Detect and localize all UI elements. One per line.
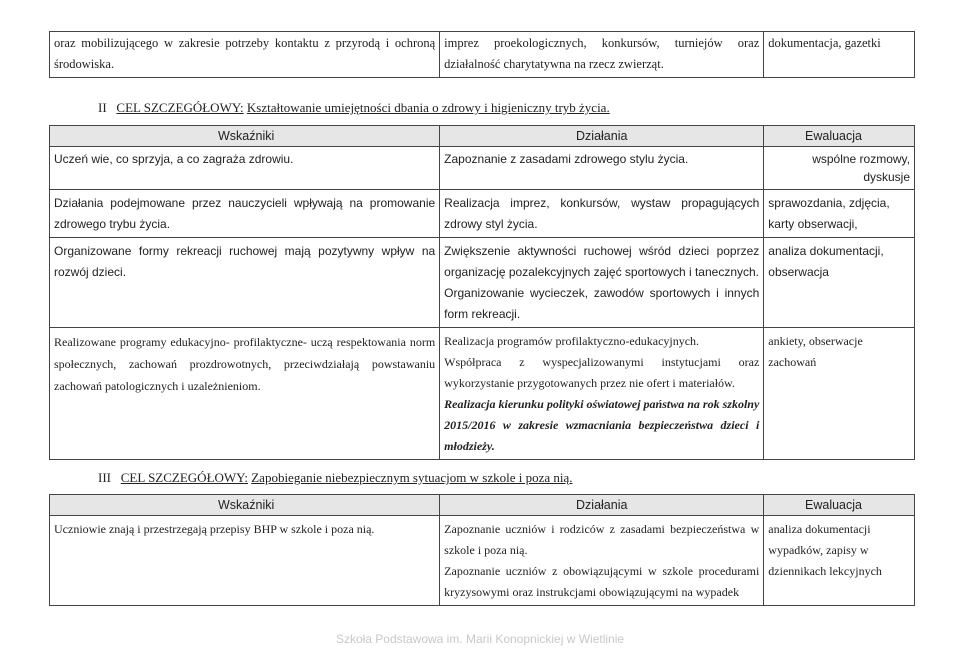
top-col1-line2: środowiska. <box>54 57 115 71</box>
top-col1-line1: oraz mobilizującego w zakresie potrzeby kontaktu z przyrodą i ochroną <box>54 36 436 50</box>
page-footer: Szkoła Podstawowa im. Marii Konopnickiej w Wietlinie <box>335 632 625 646</box>
cell-indicator: Realizowane programy edukacyjno- profilaktyczne- uczą respektowania norm społecznych, zachowań prozdrowotnych, przeciwdziałają powstawaniu zachowań patologicznych i uzależnieniom. <box>50 328 440 460</box>
table-row <box>50 147 915 190</box>
top-table <box>49 31 915 78</box>
cell-evaluation: wspólne rozmowy, dyskusje <box>764 147 915 190</box>
action-text-2: Współpraca z wyspecjalizowanymi instytucjami oraz wykorzystanie przygotowanych przez nie ofert i materiałów. <box>444 355 760 390</box>
header-actions: Działania <box>440 126 764 147</box>
table-row <box>50 238 915 328</box>
goal-3-table <box>49 494 915 606</box>
action-text: Realizacja programów profilaktyczno-edukacyjnych. <box>444 334 700 348</box>
top-cell-evaluation <box>764 32 915 78</box>
cell-indicator: Organizowane formy rekreacji ruchowej mają pozytywny wpływ na rozwój dzieci. <box>50 238 440 328</box>
top-col3-text: dokumentacja, gazetki <box>768 36 881 50</box>
cell-action <box>440 238 764 328</box>
header-indicators: Wskaźniki <box>50 126 440 147</box>
goal-2-heading <box>98 100 610 116</box>
cell-action <box>440 328 764 460</box>
cell-action: Realizacja imprez, konkursów, wystaw propagujących zdrowy styl życia. <box>440 190 764 238</box>
goal-2-table <box>49 125 915 460</box>
table-header-row <box>50 126 915 147</box>
goal-2-prefix: CEL SZCZEGÓŁOWY: <box>116 100 244 115</box>
table-row <box>50 32 915 78</box>
table-row <box>50 190 915 238</box>
goal-3-prefix: CEL SZCZEGÓŁOWY: <box>120 470 248 485</box>
top-cell-action <box>440 32 764 78</box>
action-text-2: Zapoznanie uczniów z obowiązującymi w szkole procedurami kryzysowymi oraz instrukcjami obowiązującymi na wypadek <box>444 564 760 599</box>
top-col2-line1: imprez proekologicznych, konkursów, turniejów oraz <box>444 36 760 50</box>
header-indicators: Wskaźniki <box>50 495 440 516</box>
cell-indicator: Działania podejmowane przez nauczycieli wpływają na promowanie zdrowego trybu życia. <box>50 190 440 238</box>
action-text: Zapoznanie uczniów i rodziców z zasadami bezpieczeństwa w szkole i poza nią. <box>444 522 760 557</box>
cell-evaluation: analiza dokumentacji wypadków, zapisy w dziennikach lekcyjnych <box>764 516 915 606</box>
action-text-2: Organizowanie wycieczek, zawodów sportowych i innych form rekreacji. <box>444 286 760 321</box>
top-cell-indicator <box>50 32 440 78</box>
goal-3-number: III <box>98 470 111 485</box>
cell-action: Zapoznanie z zasadami zdrowego stylu życia. <box>440 147 764 190</box>
table-row <box>50 328 915 460</box>
table-row <box>50 516 915 606</box>
top-col2-line2: działalność charytatywna na rzecz zwierząt. <box>444 57 664 71</box>
cell-evaluation: sprawozdania, zdjęcia, karty obserwacji, <box>764 190 915 238</box>
table-header-row <box>50 495 915 516</box>
goal-2-text: Kształtowanie umiejętności dbania o zdrowy i higieniczny tryb życia. <box>246 100 610 115</box>
cell-indicator: Uczeń wie, co sprzyja, a co zagraża zdrowiu. <box>50 147 440 190</box>
header-evaluation: Ewaluacja <box>764 495 915 516</box>
action-text: Zwiększenie aktywności ruchowej wśród dzieci poprzez organizację pozalekcyjnych zajęć sportowych i tanecznych. <box>444 244 760 279</box>
goal-3-text: Zapobieganie niebezpiecznym sytuacjom w szkole i poza nią. <box>251 470 573 485</box>
goal-2-number: II <box>98 100 107 115</box>
action-text-3: Realizacja kierunku polityki oświatowej państwa na rok szkolny 2015/2016 w zakresie wzmacniania bezpieczeństwa dzieci i młodzieży. <box>444 397 760 453</box>
cell-evaluation: ankiety, obserwacje zachowań <box>764 328 915 460</box>
goal-3-heading <box>98 470 573 486</box>
header-actions: Działania <box>440 495 764 516</box>
header-evaluation: Ewaluacja <box>764 126 915 147</box>
cell-action <box>440 516 764 606</box>
cell-evaluation: analiza dokumentacji, obserwacja <box>764 238 915 328</box>
cell-indicator: Uczniowie znają i przestrzegają przepisy BHP w szkole i poza nią. <box>50 516 440 606</box>
